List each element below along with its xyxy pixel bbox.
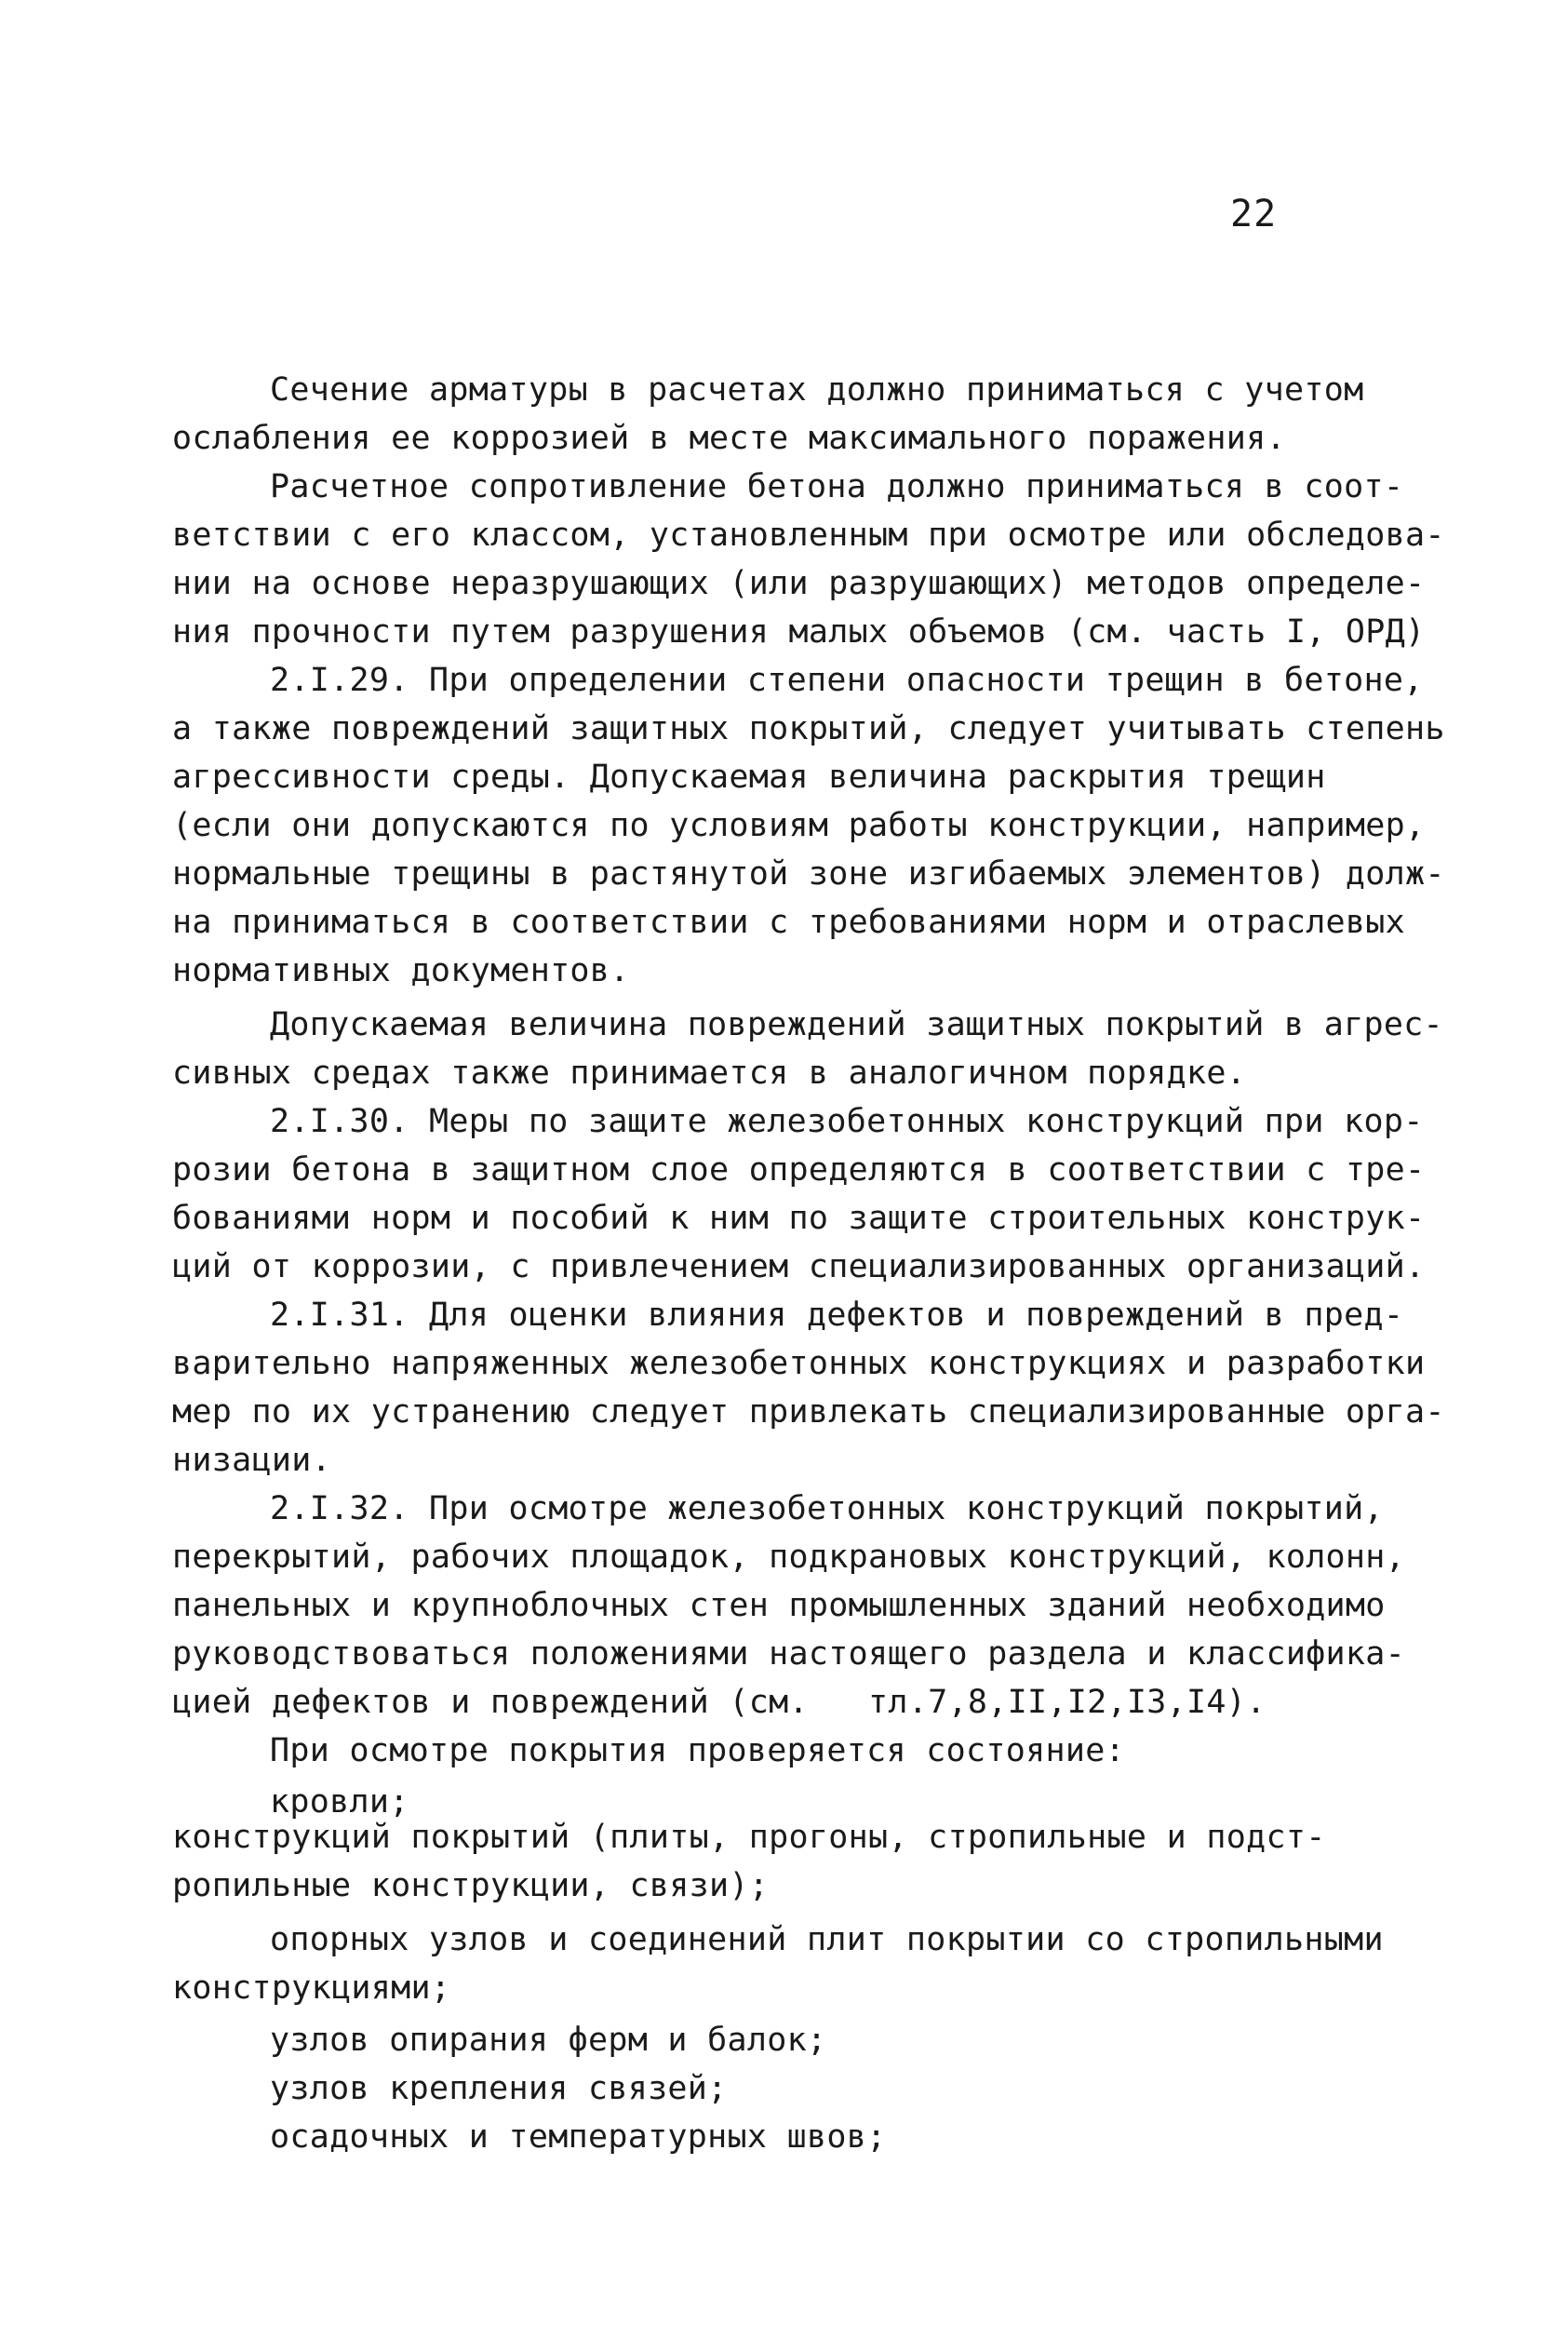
text-line: Сечение арматуры в расчетах должно приниматься с учетом — [270, 371, 1364, 409]
text-line: узлов опирания ферм и балок; — [270, 2022, 827, 2059]
text-line: конструкциями; — [172, 1969, 451, 2007]
text-line: агрессивности среды. Допускаемая величина раскрытия трещин — [172, 759, 1326, 796]
page-number: 22 — [1230, 193, 1278, 235]
text-line: низации. — [172, 1442, 331, 1479]
text-line: Расчетное сопротивление бетона должно приниматься в соот- — [270, 468, 1404, 505]
text-line: опорных узлов и соединений плит покрытии со стропильными — [270, 1921, 1384, 1958]
text-line: цией дефектов и повреждений (см. тл.7,8,II,I2,I3,I4). — [172, 1684, 1266, 1721]
text-line: 2.I.29. При определении степени опасности трещин в бетоне, — [270, 662, 1424, 699]
text-line: 2.I.30. Меры по защите железобетонных конструкций при кор- — [270, 1103, 1424, 1140]
text-line: узлов крепления связей; — [270, 2070, 728, 2107]
text-line: конструкций покрытий (плиты, прогоны, стропильные и подст- — [172, 1819, 1326, 1856]
text-line: панельных и крупноблочных стен промышленных зданий необходимо — [172, 1587, 1386, 1624]
text-line: бованиями норм и пособий к ним по защите строительных конструк- — [172, 1200, 1426, 1237]
text-line: нормальные трещины в растянутой зоне изгибаемых элементов) долж- — [172, 855, 1445, 893]
text-line: ния прочности путем разрушения малых объемов (см. часть I, ОРД) — [172, 613, 1426, 651]
text-line: нормативных документов. — [172, 952, 630, 989]
text-line: перекрытий, рабочих площадок, подкрановых конструкций, колонн, — [172, 1539, 1406, 1576]
text-line: мер по их устранению следует привлекать специализированные орга- — [172, 1393, 1445, 1431]
text-line: Допускаемая величина повреждений защитных покрытий в агрес- — [270, 1006, 1443, 1043]
text-line: При осмотре покрытия проверяется состояние: — [270, 1732, 1125, 1769]
text-line: на приниматься в соответствии с требованиями норм и отраслевых — [172, 904, 1406, 941]
text-line: (если они допускаются по условиям работы конструкции, например, — [172, 807, 1426, 844]
text-line: руководствоваться положениями настоящего раздела и классифика- — [172, 1635, 1406, 1673]
text-line: 2.I.31. Для оценки влияния дефектов и повреждений в пред- — [270, 1297, 1404, 1334]
text-line: ций от коррозии, с привлечением специализированных организаций. — [172, 1248, 1426, 1285]
text-line: 2.I.32. При осмотре железобетонных конструкций покрытий, — [270, 1490, 1384, 1527]
text-line: розии бетона в защитном слое определяются в соответствии с тре- — [172, 1151, 1426, 1189]
text-line: осадочных и температурных швов; — [270, 2118, 887, 2156]
text-line: ропильные конструкции, связи); — [172, 1867, 770, 1904]
text-line: кровли; — [270, 1783, 409, 1821]
text-line: сивных средах также принимается в аналогичном порядке. — [172, 1055, 1247, 1092]
text-line: ветствии с его классом, установленным при осмотре или обследова- — [172, 517, 1445, 554]
text-line: варительно напряженных железобетонных конструкциях и разработки — [172, 1345, 1426, 1382]
text-line: а также повреждений защитных покрытий, следует учитывать степень — [172, 710, 1445, 747]
text-line: нии на основе неразрушающих (или разрушающих) методов определе- — [172, 565, 1426, 602]
text-line: ослабления ее коррозией в месте максимального поражения. — [172, 420, 1286, 457]
